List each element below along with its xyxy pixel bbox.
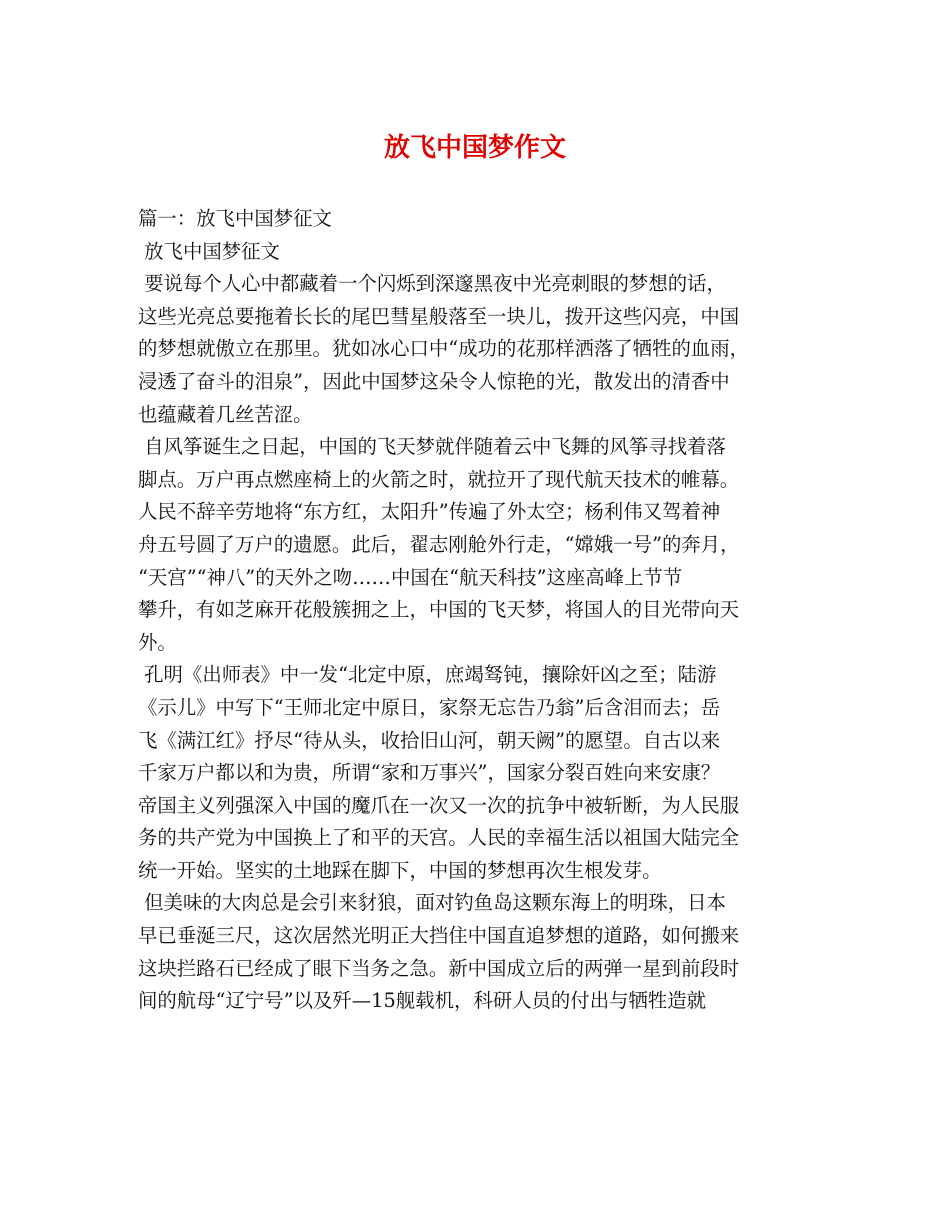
- document-body: [138, 203, 818, 1018]
- text-line: 这块拦路石已经成了眼下当务之急。新中国成立后的两弹一星到前段时: [138, 956, 740, 980]
- section-heading: 篇一：放飞中国梦征文: [138, 207, 332, 230]
- text-line: 间的航母“辽宁号”以及歼—15舰载机，科研人员的付出与牺牲造就: [138, 989, 707, 1013]
- text-line: 统一开始。坚实的土地踩在脚下，中国的梦想再次生根发芽。: [138, 858, 662, 882]
- text-line: 要说每个人心中都藏着一个闪烁到深邃黑夜中光亮刺眼的梦想的话，: [138, 272, 726, 296]
- text-line: 但美味的大肉总是会引来豺狼，面对钓鱼岛这颗东海上的明珠，日本: [138, 891, 726, 915]
- text-line: 舟五号圆了万户的遗愿。此后，翟志刚舱外行走，“嫦娥一号”的奔月，: [138, 532, 740, 556]
- text-line: 攀升，有如芝麻开花般簇拥之上，中国的飞天梦，将国人的目光带向天: [138, 598, 740, 622]
- text-line: 这些光亮总要拖着长长的尾巴彗星般落至一块儿，拨开这些闪亮，中国: [138, 304, 740, 328]
- text-line: “天宫”“神八”的天外之吻……中国在“航天科技”这座高峰上节节: [138, 565, 683, 589]
- document-title: 放飞中国梦作文: [383, 133, 566, 163]
- text-line: 《示儿》中写下“王师北定中原日，家祭无忘告乃翁”后含泪而去；岳: [138, 695, 721, 719]
- text-line: 也蕴藏着几丝苦涩。: [138, 402, 313, 426]
- text-line: 务的共产党为中国换上了和平的天宫。人民的幸福生活以祖国大陆完全: [138, 826, 740, 850]
- essay-subtitle: 放飞中国梦征文: [138, 239, 280, 263]
- text-line: 的梦想就傲立在那里。犹如冰心口中“成功的花那样洒落了牺牲的血雨，: [138, 337, 750, 361]
- text-line: 脚点。万户再点燃座椅上的火箭之时，就拉开了现代航天技术的帷幕。: [138, 467, 740, 491]
- text-line: 千家万户都以和为贵，所谓“家和万事兴”，国家分裂百姓向来安康？: [138, 761, 721, 785]
- text-line: 外。: [138, 630, 177, 654]
- text-line: 浸透了奋斗的泪泉”，因此中国梦这朵令人惊艳的光，散发出的清香中: [138, 369, 730, 393]
- text-line: 孔明《出师表》中一发“北定中原，庶竭驽钝，攘除奸凶之至；陆游: [138, 663, 717, 687]
- text-line: 帝国主义列强深入中国的魔爪在一次又一次的抗争中被斩断，为人民服: [138, 793, 740, 817]
- text-line: 人民不辞辛劳地将“东方红，太阳升”传遍了外太空；杨利伟又驾着神: [138, 500, 721, 524]
- text-line: 飞《满江红》抒尽“待从头，收拾旧山河，朝天阙”的愿望。自古以来: [138, 728, 721, 752]
- text-line: 早已垂涎三尺，这次居然光明正大挡住中国直追梦想的道路，如何搬来: [138, 924, 740, 948]
- text-line: 自风筝诞生之日起，中国的飞天梦就伴随着云中飞舞的风筝寻找着落: [138, 435, 726, 459]
